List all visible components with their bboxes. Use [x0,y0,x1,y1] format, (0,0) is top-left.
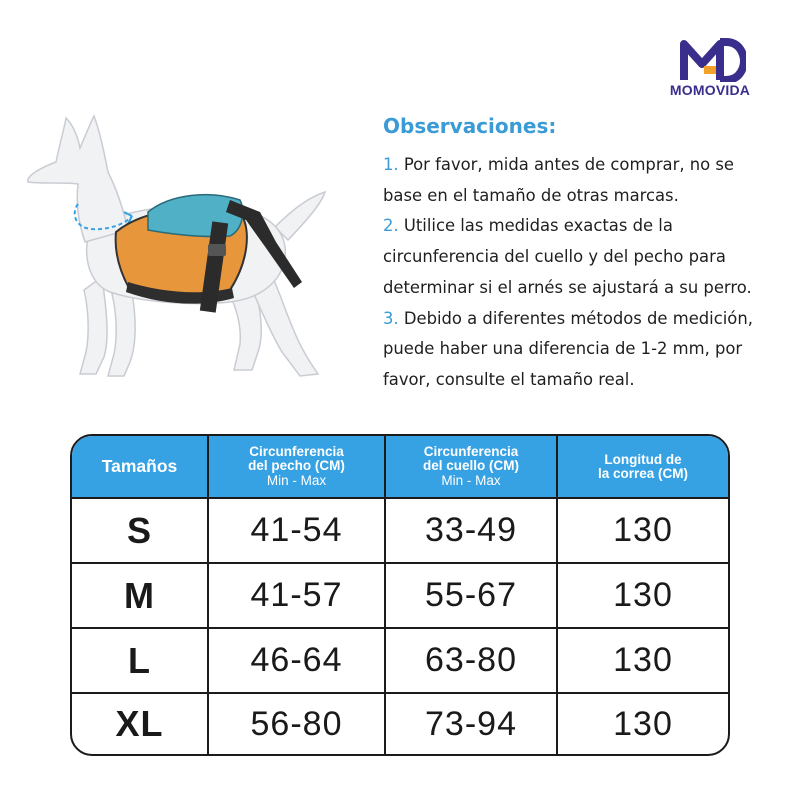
size-table-header [72,436,728,497]
observation-line: puede haber una diferencia de 1-2 mm, por [383,339,743,359]
cell-size: XL [115,703,164,744]
header-neck-line1: Circunferencia [423,443,519,459]
cell-strap: 130 [613,576,673,614]
cell-size: S [126,509,152,551]
observation-item-2 [383,211,783,303]
header-chest-line2: del pecho (CM) [248,457,345,473]
table-row [72,499,728,562]
observation-line: determinar si el arnés se ajustará a su perro. [383,277,752,297]
observation-number: 3. [383,308,399,328]
observations-title: Observaciones: [383,114,557,138]
size-table [70,434,730,756]
cell-strap: 130 [613,511,673,549]
cell-neck: 55-67 [425,576,517,614]
observation-line: Debido a diferentes métodos de medición, [403,308,753,328]
observation-line: circunferencia del cuello y del pecho para [383,247,726,267]
header-strap [558,436,728,497]
dog-harness-image [20,112,340,387]
cell-chest: 41-57 [250,576,343,614]
header-chest-line1: Circunferencia [249,443,344,459]
observation-line: base en el tamaño de otras marcas. [383,185,679,205]
observation-line: Por favor, mida antes de comprar, no se [403,155,735,174]
cell-chest: 56-80 [250,704,343,743]
observation-item-3 [383,304,783,396]
cell-strap: 130 [613,704,673,743]
header-strap-line2: la correa (CM) [597,465,689,481]
cell-chest: 41-54 [250,511,343,549]
header-chest [209,436,384,497]
brand-logo [660,38,760,100]
observation-item-1 [383,150,783,211]
cell-neck: 63-80 [425,641,517,679]
cell-size: M [124,574,155,616]
header-neck [386,436,556,497]
cell-neck: 33-49 [425,511,517,549]
observations-list [383,150,783,396]
observation-line: favor, consulte el tamaño real. [383,369,635,389]
cell-size: L [128,639,151,681]
observation-number: 2. [383,216,399,236]
table-row [72,629,728,692]
header-strap-line1: Longitud de [604,451,682,467]
brand-name: MOMOVIDA [669,82,751,98]
cell-chest: 46-64 [250,641,343,679]
header-size: Tamaños [101,456,178,476]
observation-number: 1. [383,155,399,174]
table-row [72,694,728,754]
header-neck-line3: Min - Max [441,472,501,488]
observation-line: Utilice las medidas exactas de la [403,216,673,236]
logo-mark-icon [680,38,746,82]
header-neck-line2: del cuello (CM) [422,457,519,473]
header-chest-line3: Min - Max [266,472,327,488]
cell-strap: 130 [613,641,673,679]
table-row [72,564,728,627]
cell-neck: 73-94 [425,704,517,743]
